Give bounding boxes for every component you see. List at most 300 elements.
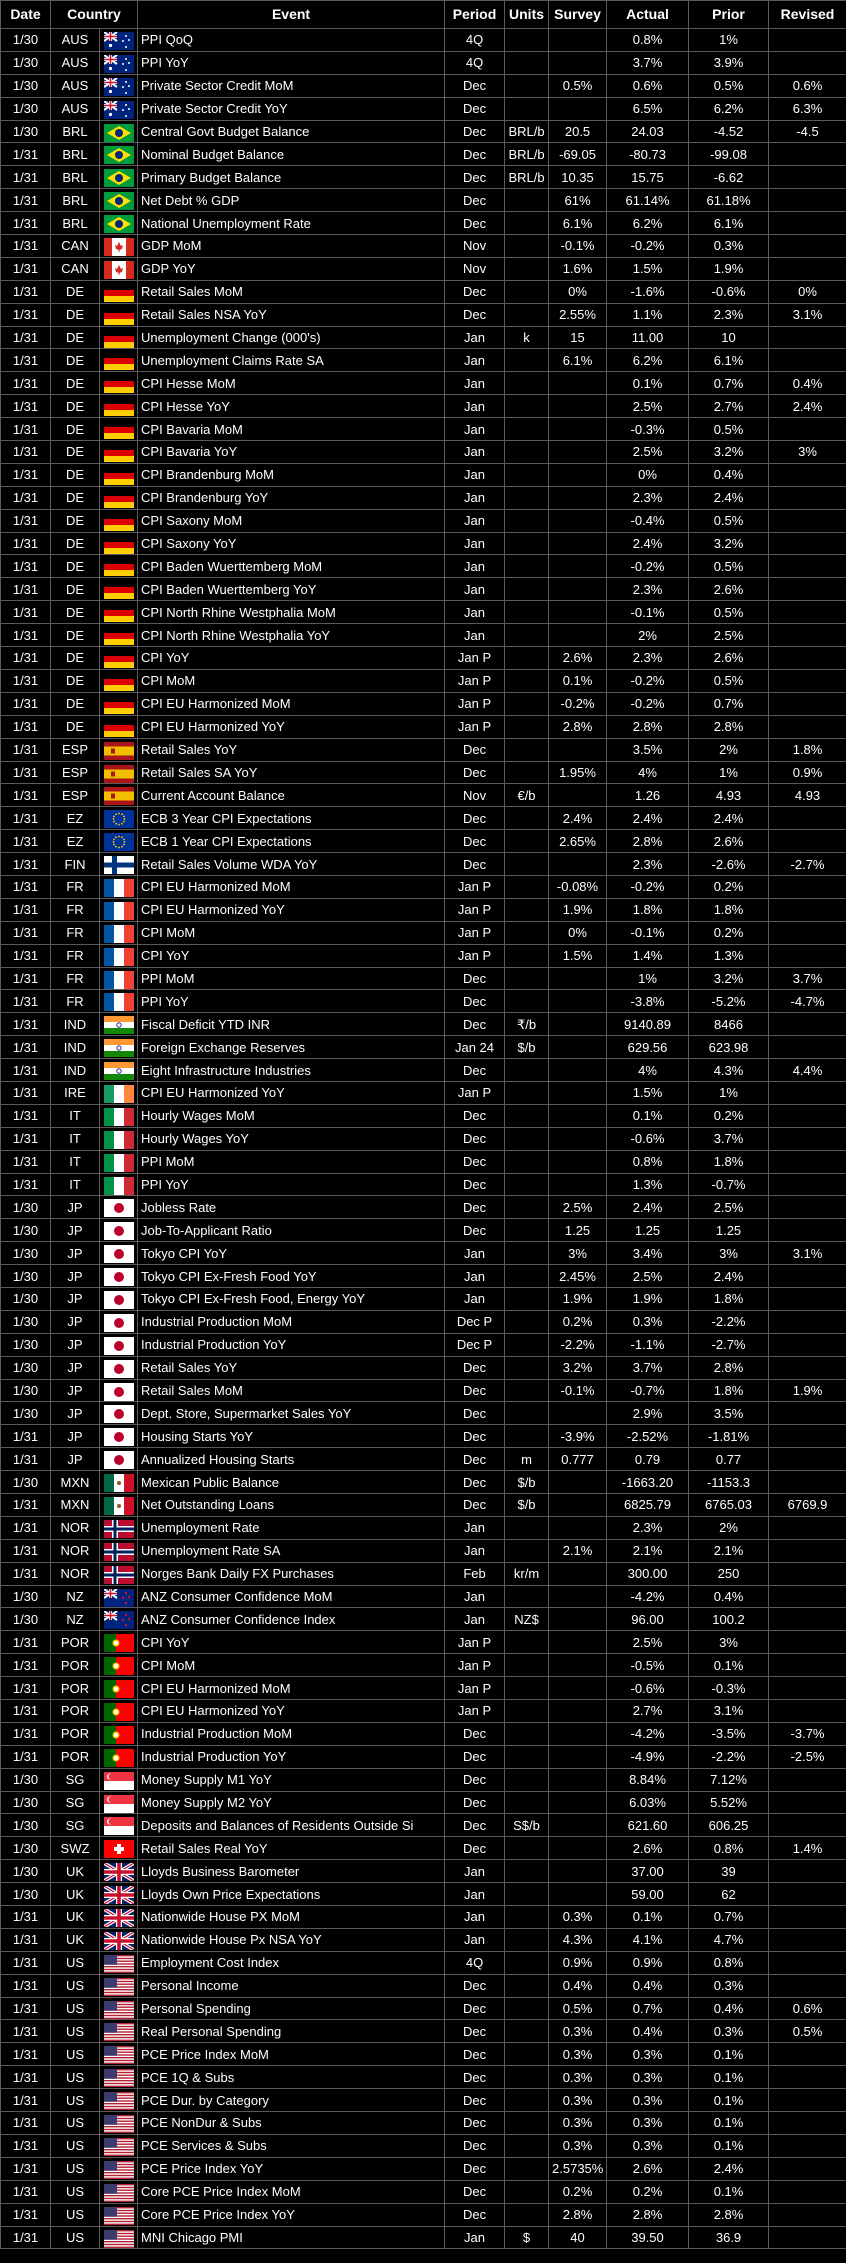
cell-revised [769,1356,846,1379]
table-row [1,463,846,486]
cell-country: DE [51,624,100,647]
cell-event: CPI EU Harmonized YoY [138,898,445,921]
cell-revised [769,1814,846,1837]
cell-survey: 40 [549,2226,607,2249]
cell-country: ESP [51,761,100,784]
cell-date: 1/31 [1,784,51,807]
cell-period: Jan P [445,1631,505,1654]
table-row [1,944,846,967]
table-row [1,1677,846,1700]
cell-event: PCE 1Q & Subs [138,2066,445,2089]
cell-period: Dec [445,189,505,212]
cell-country: IND [51,1059,100,1082]
cell-period: Dec [445,1127,505,1150]
cell-period: 4Q [445,29,505,52]
cell-date: 1/31 [1,1494,51,1517]
cell-period: Feb [445,1562,505,1585]
cell-event: Retail Sales MoM [138,1379,445,1402]
cell-period: Dec [445,1814,505,1837]
table-row [1,257,846,280]
cell-event: Unemployment Change (000's) [138,326,445,349]
cell-units [505,761,549,784]
table-row [1,807,846,830]
cell-revised: 3% [769,441,846,464]
cell-survey [549,1173,607,1196]
cell-units [505,2203,549,2226]
cell-date: 1/31 [1,2066,51,2089]
cell-period: Jan [445,2226,505,2249]
cell-revised [769,2134,846,2157]
cell-prior: 0.7% [689,372,769,395]
table-row [1,326,846,349]
table-row [1,692,846,715]
cell-country: SG [51,1768,100,1791]
us-flag-icon [104,2207,134,2225]
cell-actual: 1.4% [607,944,689,967]
table-row [1,1837,846,1860]
cell-units [505,2089,549,2112]
cell-country: JP [51,1448,100,1471]
cell-event: Money Supply M1 YoY [138,1768,445,1791]
table-row [1,1722,846,1745]
table-row [1,235,846,258]
cell-prior: 250 [689,1562,769,1585]
cell-country: US [51,2089,100,2112]
table-row [1,212,846,235]
flag-cell [100,1059,138,1082]
flag-cell [100,921,138,944]
cell-period: Dec P [445,1333,505,1356]
cell-revised [769,1608,846,1631]
table-row [1,1608,846,1631]
cell-revised [769,1974,846,1997]
cell-actual: 2.8% [607,2203,689,2226]
flag-cell [100,1333,138,1356]
cell-event: PCE Services & Subs [138,2134,445,2157]
cell-period: Dec [445,830,505,853]
cell-revised: 6769.9 [769,1494,846,1517]
cell-revised [769,921,846,944]
cell-period: Jan [445,578,505,601]
cell-prior: 2.4% [689,1265,769,1288]
flag-cell [100,418,138,441]
table-row [1,2226,846,2249]
cell-actual: 2.5% [607,1631,689,1654]
cell-period: Dec [445,1997,505,2020]
cell-event: Retail Sales Volume WDA YoY [138,853,445,876]
cell-survey [549,1654,607,1677]
cell-period: Jan [445,326,505,349]
table-row [1,303,846,326]
cell-event: Real Personal Spending [138,2020,445,2043]
cell-event: Personal Spending [138,1997,445,2020]
cell-prior: 2.6% [689,578,769,601]
cell-actual: -3.8% [607,990,689,1013]
cell-event: Employment Cost Index [138,1951,445,1974]
cell-date: 1/31 [1,1951,51,1974]
cell-prior: 0.1% [689,1654,769,1677]
cell-period: Jan [445,1883,505,1906]
flag-cell [100,74,138,97]
table-row [1,601,846,624]
cell-actual: 1.3% [607,1173,689,1196]
cell-period: Dec [445,2203,505,2226]
table-row [1,441,846,464]
cell-units: $/b [505,1471,549,1494]
cell-event: Current Account Balance [138,784,445,807]
pt-flag-icon [104,1634,134,1652]
cell-revised [769,143,846,166]
cell-prior: 6.1% [689,349,769,372]
cell-country: SG [51,1814,100,1837]
cell-country: AUS [51,29,100,52]
cell-period: Jan [445,349,505,372]
cell-revised [769,257,846,280]
cell-revised [769,1700,846,1723]
cell-country: ESP [51,784,100,807]
eu-flag-icon [104,810,134,828]
flag-cell [100,1379,138,1402]
flag-cell [100,51,138,74]
us-flag-icon [104,2001,134,2019]
es-flag-icon [104,742,134,760]
cell-actual: 0.9% [607,1951,689,1974]
cell-period: Jan [445,555,505,578]
cell-event: Nominal Budget Balance [138,143,445,166]
cell-units [505,1059,549,1082]
mx-flag-icon [104,1497,134,1515]
cell-units [505,1860,549,1883]
cell-country: US [51,2203,100,2226]
cell-survey [549,1814,607,1837]
es-flag-icon [104,787,134,805]
no-flag-icon [104,1566,134,1584]
cell-prior: 0.1% [689,2043,769,2066]
cell-country: SG [51,1791,100,1814]
cell-actual: 2.4% [607,1196,689,1219]
cell-event: Retail Sales SA YoY [138,761,445,784]
cell-units [505,990,549,1013]
flag-cell [100,486,138,509]
cell-prior: 4.7% [689,1928,769,1951]
cell-period: Jan [445,418,505,441]
cell-actual: 2.6% [607,1837,689,1860]
table-row [1,1928,846,1951]
cell-units [505,601,549,624]
cell-period: Jan [445,1516,505,1539]
cell-event: PPI QoQ [138,29,445,52]
cell-revised [769,1654,846,1677]
cell-survey: 0.1% [549,669,607,692]
cell-date: 1/30 [1,1608,51,1631]
cell-prior: 3.2% [689,532,769,555]
flag-cell [100,1127,138,1150]
cell-units [505,1104,549,1127]
cell-prior: 1.8% [689,1150,769,1173]
us-flag-icon [104,2138,134,2156]
flag-cell [100,1722,138,1745]
flag-cell [100,1219,138,1242]
flag-cell [100,601,138,624]
cell-event: CPI Baden Wuerttemberg MoM [138,555,445,578]
flag-cell [100,1906,138,1929]
cell-event: ANZ Consumer Confidence Index [138,1608,445,1631]
cell-survey: 0.3% [549,1906,607,1929]
flag-cell [100,189,138,212]
cell-period: Jan P [445,1081,505,1104]
cell-event: PPI YoY [138,1173,445,1196]
cell-survey [549,1516,607,1539]
cell-survey [549,1494,607,1517]
cell-country: POR [51,1631,100,1654]
table-row [1,1310,846,1333]
cell-prior: 0.1% [689,2066,769,2089]
cell-actual: 6.2% [607,212,689,235]
cell-survey: 1.5% [549,944,607,967]
table-row [1,1951,846,1974]
table-row [1,578,846,601]
cell-prior: 2.6% [689,830,769,853]
table-row [1,1059,846,1082]
cell-prior: 1% [689,1081,769,1104]
cell-survey [549,853,607,876]
cell-units [505,532,549,555]
table-row [1,761,846,784]
flag-cell [100,1700,138,1723]
cell-prior: 1.8% [689,1287,769,1310]
cell-country: NOR [51,1539,100,1562]
cell-period: Dec [445,1356,505,1379]
cell-units [505,463,549,486]
cell-period: Jan P [445,921,505,944]
flag-cell [100,1883,138,1906]
cell-prior: 1.9% [689,257,769,280]
cell-period: Dec [445,1173,505,1196]
cell-event: CPI YoY [138,944,445,967]
cell-date: 1/31 [1,1677,51,1700]
cell-period: Jan [445,1608,505,1631]
cell-country: DE [51,372,100,395]
cell-period: Dec [445,967,505,990]
cell-date: 1/30 [1,1471,51,1494]
in-flag-icon [104,1016,134,1034]
cell-date: 1/31 [1,807,51,830]
cell-date: 1/30 [1,1310,51,1333]
cell-units [505,1883,549,1906]
cell-revised: 6.3% [769,97,846,120]
cell-units [505,1837,549,1860]
br-flag-icon [104,124,134,142]
cell-date: 1/30 [1,1402,51,1425]
flag-cell [100,1494,138,1517]
gb-flag-icon [104,1863,134,1881]
table-row [1,1379,846,1402]
cell-units [505,1356,549,1379]
cell-event: CPI EU Harmonized YoY [138,1700,445,1723]
table-row [1,1562,846,1585]
table-row [1,1425,846,1448]
cell-period: Jan [445,532,505,555]
table-row [1,1768,846,1791]
cell-prior: 3% [689,1242,769,1265]
cell-survey [549,29,607,52]
cell-period: Nov [445,257,505,280]
cell-units [505,2020,549,2043]
jp-flag-icon [104,1360,134,1378]
jp-flag-icon [104,1451,134,1469]
cell-event: CPI EU Harmonized MoM [138,692,445,715]
table-row [1,349,846,372]
cell-survey: 2.8% [549,2203,607,2226]
flag-cell [100,2180,138,2203]
cell-date: 1/30 [1,51,51,74]
ie-flag-icon [104,1085,134,1103]
cell-country: DE [51,555,100,578]
cell-country: FR [51,875,100,898]
cell-period: Jan P [445,875,505,898]
cell-event: Lloyds Own Price Expectations [138,1883,445,1906]
cell-actual: -0.2% [607,669,689,692]
cell-date: 1/31 [1,349,51,372]
cell-country: US [51,2112,100,2135]
cell-revised [769,2043,846,2066]
cell-units [505,1287,549,1310]
cell-date: 1/31 [1,555,51,578]
cell-actual: -4.2% [607,1585,689,1608]
table-row [1,1150,846,1173]
cell-actual: 2.8% [607,830,689,853]
cell-date: 1/31 [1,898,51,921]
in-flag-icon [104,1062,134,1080]
table-row [1,830,846,853]
cell-revised [769,875,846,898]
cell-actual: 4% [607,1059,689,1082]
cell-country: AUS [51,97,100,120]
cell-survey: -69.05 [549,143,607,166]
cell-country: MXN [51,1494,100,1517]
cell-revised [769,189,846,212]
cell-prior: 3% [689,1631,769,1654]
cell-actual: 0.7% [607,1997,689,2020]
cell-period: Dec [445,1104,505,1127]
table-row [1,29,846,52]
cell-survey [549,418,607,441]
cell-event: Private Sector Credit MoM [138,74,445,97]
flag-cell [100,1539,138,1562]
it-flag-icon [104,1108,134,1126]
cell-date: 1/30 [1,74,51,97]
cell-country: DE [51,280,100,303]
flag-cell [100,1081,138,1104]
cell-units [505,1974,549,1997]
cell-event: Industrial Production YoY [138,1333,445,1356]
cell-date: 1/31 [1,2112,51,2135]
cell-units [505,807,549,830]
cell-actual: 2.9% [607,1402,689,1425]
cell-event: CPI Brandenburg MoM [138,463,445,486]
de-flag-icon [104,581,134,599]
cell-prior: 0.3% [689,1974,769,1997]
cell-revised [769,29,846,52]
cell-period: 4Q [445,51,505,74]
cell-survey: 1.9% [549,898,607,921]
jp-flag-icon [104,1291,134,1309]
cell-survey: 2.5735% [549,2157,607,2180]
table-row [1,647,846,670]
cell-country: JP [51,1425,100,1448]
cell-survey [549,1104,607,1127]
cell-actual: 2.3% [607,578,689,601]
de-flag-icon [104,536,134,554]
table-row [1,624,846,647]
cell-event: Tokyo CPI Ex-Fresh Food, Energy YoY [138,1287,445,1310]
cell-survey [549,738,607,761]
flag-cell [100,2043,138,2066]
cell-units: €/b [505,784,549,807]
jp-flag-icon [104,1383,134,1401]
cell-revised [769,1265,846,1288]
cell-actual: -0.5% [607,1654,689,1677]
cell-date: 1/31 [1,441,51,464]
cell-prior: 2.8% [689,2203,769,2226]
cell-units: $ [505,2226,549,2249]
de-flag-icon [104,375,134,393]
cell-event: CPI Baden Wuerttemberg YoY [138,578,445,601]
cell-event: Nationwide House PX MoM [138,1906,445,1929]
flag-cell [100,761,138,784]
cell-survey: 2.1% [549,1539,607,1562]
cell-units [505,1379,549,1402]
flag-cell [100,303,138,326]
cell-event: Tokyo CPI Ex-Fresh Food YoY [138,1265,445,1288]
cell-survey [549,97,607,120]
cell-survey [549,1677,607,1700]
cell-prior: -2.7% [689,1333,769,1356]
cell-date: 1/30 [1,1356,51,1379]
cell-prior: 0.7% [689,692,769,715]
cell-revised [769,624,846,647]
table-row [1,2157,846,2180]
cell-event: Industrial Production MoM [138,1310,445,1333]
table-row [1,2134,846,2157]
flag-cell [100,898,138,921]
cell-date: 1/31 [1,669,51,692]
cell-actual: 11.00 [607,326,689,349]
cell-prior: 0.1% [689,2180,769,2203]
table-row [1,74,846,97]
cell-actual: -0.1% [607,921,689,944]
cell-country: BRL [51,120,100,143]
cell-date: 1/31 [1,1906,51,1929]
fr-flag-icon [104,971,134,989]
gb-flag-icon [104,1932,134,1950]
table-row [1,120,846,143]
cell-date: 1/31 [1,830,51,853]
cell-prior: 7.12% [689,1768,769,1791]
cell-revised [769,212,846,235]
cell-period: Dec [445,1379,505,1402]
cell-date: 1/31 [1,647,51,670]
cell-prior: 2.4% [689,486,769,509]
cell-prior: 1.25 [689,1219,769,1242]
cell-actual: 621.60 [607,1814,689,1837]
cell-period: Jan [445,1585,505,1608]
cell-prior: 623.98 [689,1036,769,1059]
cell-revised [769,1219,846,1242]
cell-prior: 0.5% [689,555,769,578]
cell-survey [549,1837,607,1860]
cell-event: Tokyo CPI YoY [138,1242,445,1265]
